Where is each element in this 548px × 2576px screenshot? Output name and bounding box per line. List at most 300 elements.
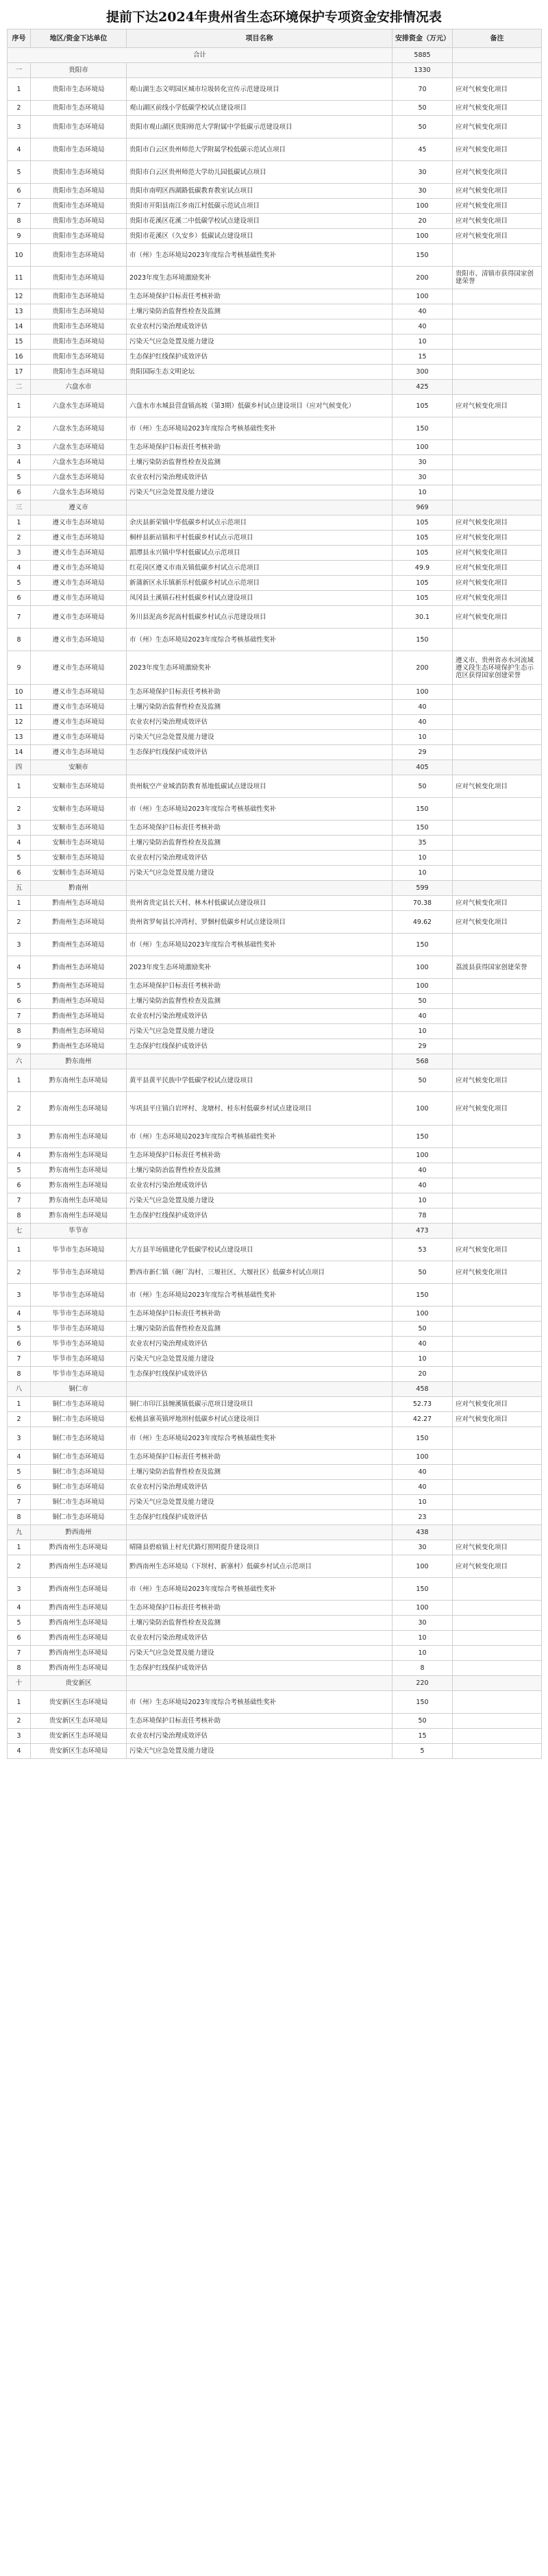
- section-row: [8, 1382, 542, 1397]
- table-row: [8, 116, 542, 138]
- row-unit: 黔南州生态环境局: [31, 994, 127, 1009]
- table-row: [8, 1039, 542, 1054]
- row-amount: 150: [393, 1126, 453, 1148]
- table-row: [8, 1069, 542, 1092]
- row-project: 湄潭县永兴镇中华村低碳试点示范项目: [127, 546, 393, 561]
- row-number: 2: [8, 1261, 31, 1284]
- row-unit: 黔南州生态环境局: [31, 979, 127, 994]
- row-note: 应对气候变化项目: [453, 214, 542, 229]
- row-number: 2: [8, 1714, 31, 1729]
- section-number: 七: [8, 1224, 31, 1239]
- row-unit: 黔南州生态环境局: [31, 911, 127, 934]
- table-row: [8, 485, 542, 500]
- row-unit: 贵阳市生态环境局: [31, 214, 127, 229]
- table-row: [8, 161, 542, 184]
- table-row: [8, 1178, 542, 1193]
- section-project-blank: [127, 1224, 393, 1239]
- table-row: [8, 1646, 542, 1661]
- total-amount: 5885: [393, 48, 453, 63]
- table-row: [8, 1480, 542, 1495]
- table-row: [8, 365, 542, 380]
- row-project: 生态环境保护目标责任考核补助: [127, 1450, 393, 1465]
- row-note: [453, 1578, 542, 1601]
- row-unit: 黔东南州生态环境局: [31, 1126, 127, 1148]
- row-project: 农业农村污染治理成效评估: [127, 1631, 393, 1646]
- row-project: 农业农村污染治理成效评估: [127, 319, 393, 335]
- row-project: 新蒲新区永乐镇新乐村低碳乡村试点示范项目: [127, 576, 393, 591]
- col-header-note: 备注: [453, 29, 542, 48]
- row-note: [453, 1691, 542, 1714]
- table-row: [8, 184, 542, 199]
- row-amount: 150: [393, 1578, 453, 1601]
- row-note: [453, 1307, 542, 1322]
- row-unit: 黔南州生态环境局: [31, 1009, 127, 1024]
- row-note: [453, 335, 542, 350]
- table-row: [8, 1208, 542, 1224]
- row-note: [453, 1178, 542, 1193]
- table-row: [8, 1367, 542, 1382]
- row-unit: 贵阳市生态环境局: [31, 138, 127, 161]
- row-number: 5: [8, 1322, 31, 1337]
- table-row: [8, 1337, 542, 1352]
- table-row: [8, 101, 542, 116]
- row-number: 9: [8, 651, 31, 685]
- section-amount: 568: [393, 1054, 453, 1069]
- row-unit: 遵义市生态环境局: [31, 546, 127, 561]
- table-row: [8, 715, 542, 730]
- row-unit: 六盘水生态环境局: [31, 395, 127, 417]
- row-amount: 20: [393, 214, 453, 229]
- row-amount: 42.27: [393, 1412, 453, 1427]
- row-unit: 铜仁市生态环境局: [31, 1480, 127, 1495]
- row-amount: 150: [393, 244, 453, 267]
- row-project: 生态环境保护目标责任考核补助: [127, 1714, 393, 1729]
- row-unit: 毕节市生态环境局: [31, 1367, 127, 1382]
- row-note: [453, 798, 542, 821]
- row-project: 污染天气应急处置及能力建设: [127, 1193, 393, 1208]
- table-row: [8, 1631, 542, 1646]
- row-unit: 黔南州生态环境局: [31, 1039, 127, 1054]
- row-project: 生态保护红线保护成效评估: [127, 1039, 393, 1054]
- row-number: 3: [8, 1729, 31, 1744]
- row-note: [453, 1631, 542, 1646]
- table-row: [8, 651, 542, 685]
- row-project: 农业农村污染治理成效评估: [127, 1729, 393, 1744]
- row-project: 农业农村污染治理成效评估: [127, 1480, 393, 1495]
- table-row: [8, 994, 542, 1009]
- table-row: [8, 1744, 542, 1759]
- row-note: 应对气候变化项目: [453, 1069, 542, 1092]
- row-unit: 遵义市生态环境局: [31, 606, 127, 629]
- row-note: [453, 821, 542, 836]
- row-project: 生态保护红线保护成效评估: [127, 350, 393, 365]
- table-row: [8, 335, 542, 350]
- row-project: 土壤污染防治监督性检查及监测: [127, 1616, 393, 1631]
- row-unit: 遵义市生态环境局: [31, 576, 127, 591]
- row-project: 贵州省贵定县长天村、林木村低碳试点建设项目: [127, 896, 393, 911]
- row-note: 应对气候变化项目: [453, 1261, 542, 1284]
- row-note: [453, 365, 542, 380]
- row-number: 14: [8, 319, 31, 335]
- row-number: 5: [8, 1616, 31, 1631]
- row-project: 2023年度生态环境激励奖补: [127, 267, 393, 289]
- table-row: [8, 1163, 542, 1178]
- table-row: [8, 979, 542, 994]
- row-note: [453, 745, 542, 760]
- table-row: [8, 934, 542, 956]
- section-amount: 599: [393, 881, 453, 896]
- row-number: 7: [8, 199, 31, 214]
- row-unit: 黔西南州生态环境局: [31, 1631, 127, 1646]
- table-row: [8, 138, 542, 161]
- table-row: [8, 78, 542, 101]
- row-note: [453, 1450, 542, 1465]
- row-note: [453, 1367, 542, 1382]
- row-number: 8: [8, 1208, 31, 1224]
- table-row: [8, 531, 542, 546]
- row-amount: 29: [393, 745, 453, 760]
- row-note: 荔波县获得国家创建荣誉: [453, 956, 542, 979]
- row-number: 3: [8, 116, 31, 138]
- row-unit: 铜仁市生态环境局: [31, 1427, 127, 1450]
- row-unit: 安顺市生态环境局: [31, 851, 127, 866]
- row-unit: 黔南州生态环境局: [31, 1024, 127, 1039]
- row-number: 3: [8, 934, 31, 956]
- section-row: [8, 881, 542, 896]
- section-region: 铜仁市: [31, 1382, 127, 1397]
- row-project: 桐梓县新站镇和平村低碳乡村试点示范项目: [127, 531, 393, 546]
- row-note: [453, 1126, 542, 1148]
- row-note: [453, 1744, 542, 1759]
- section-project-blank: [127, 500, 393, 515]
- row-unit: 贵阳市生态环境局: [31, 319, 127, 335]
- row-note: 应对气候变化项目: [453, 116, 542, 138]
- row-number: 7: [8, 1352, 31, 1367]
- row-note: 应对气候变化项目: [453, 561, 542, 576]
- row-unit: 黔南州生态环境局: [31, 896, 127, 911]
- row-project: 观山湖生态文明园区城市垃圾转化宣传示范建设项目: [127, 78, 393, 101]
- row-number: 4: [8, 138, 31, 161]
- row-project: 污染天气应急处置及能力建设: [127, 866, 393, 881]
- row-unit: 贵阳市生态环境局: [31, 350, 127, 365]
- row-unit: 黔西南州生态环境局: [31, 1616, 127, 1631]
- row-unit: 安顺市生态环境局: [31, 775, 127, 798]
- table-row: [8, 591, 542, 606]
- row-number: 4: [8, 836, 31, 851]
- row-project: 贵阳市白云区贵州师范大学幼儿园低碳试点项目: [127, 161, 393, 184]
- row-unit: 贵阳市生态环境局: [31, 289, 127, 304]
- section-region: 黔南州: [31, 881, 127, 896]
- row-amount: 200: [393, 651, 453, 685]
- row-note: 应对气候变化项目: [453, 1540, 542, 1555]
- row-number: 2: [8, 798, 31, 821]
- row-unit: 贵阳市生态环境局: [31, 304, 127, 319]
- row-project: 晴隆县碧痕镇上村光伏路灯照明提升建设项目: [127, 1540, 393, 1555]
- row-unit: 贵阳市生态环境局: [31, 161, 127, 184]
- row-note: [453, 1284, 542, 1307]
- row-project: 市（州）生态环境局2023年度综合考核基础性奖补: [127, 1691, 393, 1714]
- row-project: 贵阳国际生态文明论坛: [127, 365, 393, 380]
- row-unit: 遵义市生态环境局: [31, 629, 127, 651]
- row-amount: 45: [393, 138, 453, 161]
- row-amount: 10: [393, 485, 453, 500]
- table-body: [8, 48, 542, 1759]
- row-unit: 贵阳市生态环境局: [31, 244, 127, 267]
- row-note: [453, 1337, 542, 1352]
- section-note-blank: [453, 380, 542, 395]
- row-unit: 遵义市生态环境局: [31, 730, 127, 745]
- table-row: [8, 956, 542, 979]
- table-row: [8, 1397, 542, 1412]
- section-amount: 425: [393, 380, 453, 395]
- row-number: 7: [8, 1193, 31, 1208]
- row-amount: 100: [393, 199, 453, 214]
- row-amount: 5: [393, 1744, 453, 1759]
- row-unit: 黔西南州生态环境局: [31, 1661, 127, 1676]
- row-number: 1: [8, 775, 31, 798]
- row-unit: 遵义市生态环境局: [31, 651, 127, 685]
- table-row: [8, 395, 542, 417]
- table-row: [8, 1540, 542, 1555]
- row-project: 农业农村污染治理成效评估: [127, 470, 393, 485]
- table-row: [8, 1307, 542, 1322]
- row-unit: 黔西南州生态环境局: [31, 1601, 127, 1616]
- row-number: 6: [8, 866, 31, 881]
- row-unit: 六盘水生态环境局: [31, 470, 127, 485]
- table-row: [8, 866, 542, 881]
- row-number: 4: [8, 561, 31, 576]
- table-row: [8, 1322, 542, 1337]
- row-note: [453, 1601, 542, 1616]
- row-note: [453, 1427, 542, 1450]
- table-row: [8, 515, 542, 531]
- row-note: 应对气候变化项目: [453, 229, 542, 244]
- row-number: 7: [8, 1495, 31, 1510]
- row-number: 1: [8, 395, 31, 417]
- row-project: 生态环境保护目标责任考核补助: [127, 1307, 393, 1322]
- row-amount: 49.9: [393, 561, 453, 576]
- row-number: 3: [8, 1578, 31, 1601]
- row-number: 8: [8, 1510, 31, 1525]
- row-amount: 105: [393, 395, 453, 417]
- row-number: 8: [8, 1661, 31, 1676]
- section-region: 安顺市: [31, 760, 127, 775]
- row-project: 六盘水市水城县营盘镇高坡（第3期）低碳乡村试点建设项目（应对气候变化）: [127, 395, 393, 417]
- row-amount: 100: [393, 229, 453, 244]
- row-note: [453, 1661, 542, 1676]
- row-note: [453, 1510, 542, 1525]
- row-number: 9: [8, 229, 31, 244]
- row-amount: 10: [393, 851, 453, 866]
- section-amount: 438: [393, 1525, 453, 1540]
- row-project: 污染天气应急处置及能力建设: [127, 335, 393, 350]
- row-number: 7: [8, 1009, 31, 1024]
- row-note: [453, 934, 542, 956]
- table-header-row: [8, 29, 542, 48]
- row-number: 8: [8, 214, 31, 229]
- row-project: 黄平县黄平民族中学低碳学校试点建设项目: [127, 1069, 393, 1092]
- row-note: 应对气候变化项目: [453, 911, 542, 934]
- row-number: 4: [8, 1307, 31, 1322]
- row-amount: 100: [393, 1307, 453, 1322]
- table-row: [8, 319, 542, 335]
- row-number: 9: [8, 1039, 31, 1054]
- row-number: 16: [8, 350, 31, 365]
- table-row: [8, 1661, 542, 1676]
- row-note: [453, 440, 542, 455]
- table-row: [8, 1284, 542, 1307]
- row-project: 贵州省罗甸县长冲湾村、罗悃村低碳乡村试点建设项目: [127, 911, 393, 934]
- section-number: 六: [8, 1054, 31, 1069]
- table-row: [8, 304, 542, 319]
- row-note: [453, 470, 542, 485]
- total-row: [8, 48, 542, 63]
- section-row: [8, 1224, 542, 1239]
- row-note: 应对气候变化项目: [453, 515, 542, 531]
- row-project: 农业农村污染治理成效评估: [127, 1009, 393, 1024]
- row-amount: 30: [393, 184, 453, 199]
- row-amount: 23: [393, 1510, 453, 1525]
- row-number: 5: [8, 576, 31, 591]
- table-row: [8, 911, 542, 934]
- row-unit: 铜仁市生态环境局: [31, 1495, 127, 1510]
- section-region: 六盘水市: [31, 380, 127, 395]
- row-amount: 105: [393, 515, 453, 531]
- row-number: 1: [8, 78, 31, 101]
- section-row: [8, 1676, 542, 1691]
- row-project: 农业农村污染治理成效评估: [127, 851, 393, 866]
- row-project: 红花岗区遵义市南关镇低碳乡村试点示范项目: [127, 561, 393, 576]
- row-amount: 30: [393, 161, 453, 184]
- row-project: 土壤污染防治监督性检查及监测: [127, 1322, 393, 1337]
- row-amount: 10: [393, 1631, 453, 1646]
- row-number: 6: [8, 1480, 31, 1495]
- row-number: 4: [8, 455, 31, 470]
- section-number: 五: [8, 881, 31, 896]
- row-project: 岑巩县平庄镇白岩坪村、龙塘村、桂东村低碳乡村试点建设项目: [127, 1092, 393, 1126]
- table-row: [8, 1024, 542, 1039]
- row-project: 生态保护红线保护成效评估: [127, 1661, 393, 1676]
- row-number: 11: [8, 267, 31, 289]
- row-unit: 毕节市生态环境局: [31, 1322, 127, 1337]
- row-unit: 安顺市生态环境局: [31, 866, 127, 881]
- section-region: 黔东南州: [31, 1054, 127, 1069]
- row-unit: 铜仁市生态环境局: [31, 1450, 127, 1465]
- row-note: 应对气候变化项目: [453, 138, 542, 161]
- row-amount: 30: [393, 470, 453, 485]
- document-title: 提前下达2024年贵州省生态环境保护专项资金安排情况表: [106, 10, 442, 25]
- row-amount: 50: [393, 1069, 453, 1092]
- row-amount: 8: [393, 1661, 453, 1676]
- row-number: 7: [8, 1646, 31, 1661]
- section-region: 贵阳市: [31, 63, 127, 78]
- row-amount: 100: [393, 1601, 453, 1616]
- row-number: 12: [8, 289, 31, 304]
- row-unit: 贵阳市生态环境局: [31, 116, 127, 138]
- row-unit: 毕节市生态环境局: [31, 1261, 127, 1284]
- section-note-blank: [453, 63, 542, 78]
- row-number: 1: [8, 896, 31, 911]
- row-project: 市（州）生态环境局2023年度综合考核基础性奖补: [127, 244, 393, 267]
- row-amount: 40: [393, 700, 453, 715]
- row-unit: 铜仁市生态环境局: [31, 1465, 127, 1480]
- table-row: [8, 546, 542, 561]
- row-amount: 100: [393, 956, 453, 979]
- row-amount: 40: [393, 1480, 453, 1495]
- row-number: 1: [8, 515, 31, 531]
- row-unit: 贵安新区生态环境局: [31, 1729, 127, 1744]
- table-row: [8, 606, 542, 629]
- row-number: 6: [8, 994, 31, 1009]
- row-amount: 105: [393, 531, 453, 546]
- table-row: [8, 1239, 542, 1261]
- table-row: [8, 1578, 542, 1601]
- row-note: [453, 417, 542, 440]
- row-amount: 40: [393, 1337, 453, 1352]
- row-unit: 毕节市生态环境局: [31, 1239, 127, 1261]
- row-number: 3: [8, 546, 31, 561]
- section-region: 贵安新区: [31, 1676, 127, 1691]
- row-number: 6: [8, 1631, 31, 1646]
- row-unit: 黔西南州生态环境局: [31, 1555, 127, 1578]
- row-amount: 105: [393, 576, 453, 591]
- row-number: 1: [8, 1691, 31, 1714]
- row-project: 市（州）生态环境局2023年度综合考核基础性奖补: [127, 934, 393, 956]
- table-row: [8, 199, 542, 214]
- row-note: [453, 685, 542, 700]
- section-project-blank: [127, 881, 393, 896]
- row-project: 黔西市新仁镇（碗厂沟村、三堰社区、大堰社区）低碳乡村试点项目: [127, 1261, 393, 1284]
- table-row: [8, 561, 542, 576]
- row-note: [453, 1646, 542, 1661]
- row-number: 8: [8, 1367, 31, 1382]
- row-amount: 30.1: [393, 606, 453, 629]
- row-unit: 安顺市生态环境局: [31, 798, 127, 821]
- row-unit: 贵阳市生态环境局: [31, 267, 127, 289]
- row-unit: 六盘水生态环境局: [31, 455, 127, 470]
- row-note: [453, 866, 542, 881]
- table-row: [8, 267, 542, 289]
- row-amount: 49.62: [393, 911, 453, 934]
- row-note: [453, 1163, 542, 1178]
- row-unit: 六盘水生态环境局: [31, 417, 127, 440]
- section-note-blank: [453, 760, 542, 775]
- section-region: 毕节市: [31, 1224, 127, 1239]
- row-unit: 遵义市生态环境局: [31, 745, 127, 760]
- row-note: [453, 1729, 542, 1744]
- row-amount: 40: [393, 319, 453, 335]
- row-amount: 100: [393, 685, 453, 700]
- table-row: [8, 798, 542, 821]
- row-number: 1: [8, 1239, 31, 1261]
- row-unit: 毕节市生态环境局: [31, 1352, 127, 1367]
- row-project: 污染天气应急处置及能力建设: [127, 1646, 393, 1661]
- section-amount: 1330: [393, 63, 453, 78]
- row-project: 污染天气应急处置及能力建设: [127, 1352, 393, 1367]
- row-amount: 50: [393, 101, 453, 116]
- row-note: [453, 455, 542, 470]
- row-project: 务川县泥高乡泥高村低碳乡村试点示范建设项目: [127, 606, 393, 629]
- row-number: 5: [8, 979, 31, 994]
- row-amount: 150: [393, 1691, 453, 1714]
- row-project: 黔西南州生态环境局（下坝村、新寨村）低碳乡村试点示范项目: [127, 1555, 393, 1578]
- row-project: 生态保护红线保护成效评估: [127, 1367, 393, 1382]
- row-unit: 安顺市生态环境局: [31, 821, 127, 836]
- row-project: 松桃县寨英镇坪地坝村低碳乡村试点建设项目: [127, 1412, 393, 1427]
- row-number: 2: [8, 417, 31, 440]
- row-amount: 150: [393, 1284, 453, 1307]
- row-note: 应对气候变化项目: [453, 1412, 542, 1427]
